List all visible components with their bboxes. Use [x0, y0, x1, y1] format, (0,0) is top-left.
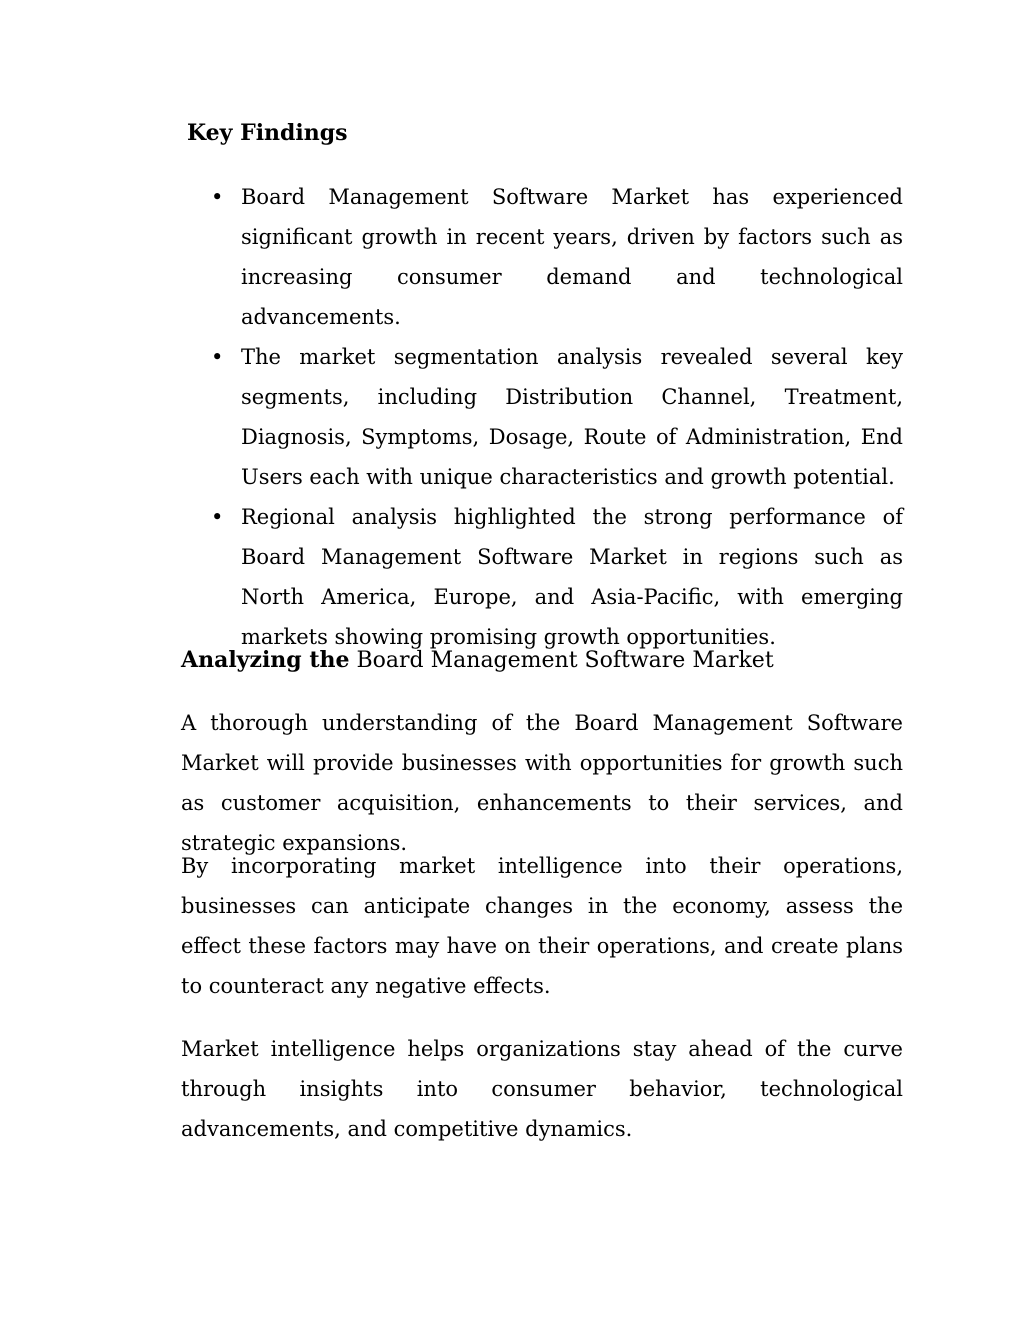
list-item [211, 497, 903, 657]
list-item [211, 337, 903, 497]
list-item-text: The market segmentation analysis revealed several key segments, including Distribution Channel, Treatment, Diagnosis, Symptoms, Dosage, Route of Administration, End Users each with unique characteristics and growth potential. [241, 345, 903, 489]
list-item-text: Board Management Software Market has experienced significant growth in recent years, driven by factors such as increasing consumer demand and technological advancements. [241, 185, 903, 329]
bullet-icon: • [211, 345, 224, 369]
body-paragraph: A thorough understanding of the Board Management Software Market will provide businesses with opportunities for growth such as customer acquisition, enhancements to their services, and strategic expansions. [181, 711, 903, 855]
analyzing-heading-rest: Board Management Software Market [349, 648, 774, 673]
bullet-icon: • [211, 505, 224, 529]
body-paragraph: By incorporating market intelligence into their operations, businesses can anticipate changes in the economy, assess the effect these factors may have on their operations, and create plans to counteract any negative effects. [181, 854, 903, 998]
analyzing-heading [181, 640, 903, 681]
key-findings-list [211, 177, 903, 657]
analyzing-heading-bold: Analyzing the [181, 647, 350, 673]
list-item-text: Regional analysis highlighted the strong performance of Board Management Software Market in regions such as North America, Europe, and Asia-Pacific, with emerging markets showing promising growth opportunities. [241, 505, 903, 649]
body-paragraph: Market intelligence helps organizations stay ahead of the curve through insights into consumer behavior, technological advancements, and competitive dynamics. [181, 1037, 903, 1141]
bullet-icon: • [211, 185, 224, 209]
key-findings-heading: Key Findings [187, 120, 348, 146]
list-item [211, 177, 903, 337]
